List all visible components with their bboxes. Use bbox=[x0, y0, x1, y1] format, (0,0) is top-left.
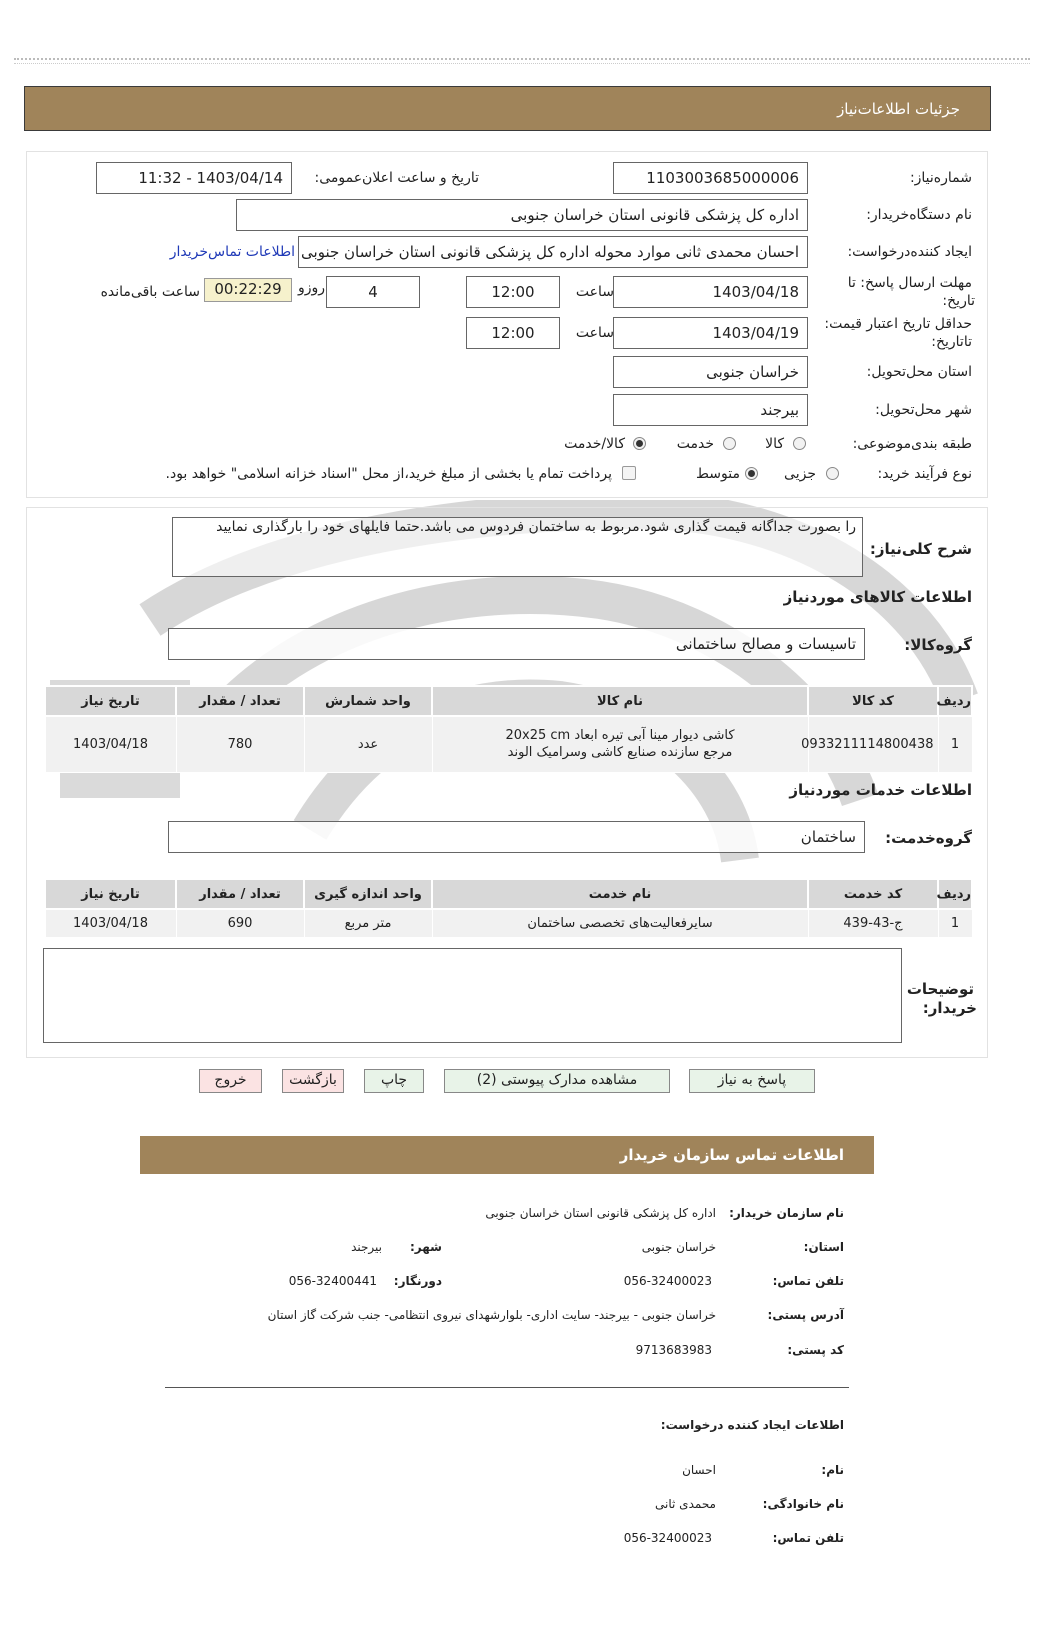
service-col-code: کد خدمت bbox=[808, 879, 938, 909]
goods-col-date: تاریخ نیاز bbox=[45, 686, 176, 716]
deadline-date-field: 1403/04/18 bbox=[613, 276, 808, 308]
category-goods-service-radio[interactable] bbox=[633, 437, 646, 450]
buyer-org-label: نام دستگاه‌خریدار: bbox=[866, 207, 972, 223]
contact-fax-value: 056-32400441 bbox=[288, 1274, 377, 1288]
price-validity-label: حداقل تاریخ اعتبار قیمت: bbox=[824, 316, 972, 332]
delivery-city-field: بیرجند bbox=[613, 394, 808, 426]
requester-family-label: نام خانوادگی: bbox=[762, 1497, 844, 1511]
treasury-payment-note: پرداخت تمام یا بخشی از مبلغ خرید،از محل "اسناد خزانه اسلامی" خواهد بود. bbox=[165, 466, 612, 482]
goods-col-qty: تعداد / مقدار bbox=[176, 686, 304, 716]
services-table-header bbox=[45, 879, 972, 909]
category-service-radio[interactable] bbox=[723, 437, 736, 450]
back-button[interactable]: بازگشت bbox=[282, 1069, 344, 1093]
goods-table-header bbox=[45, 686, 972, 716]
view-attachments-button[interactable]: مشاهده مدارک پیوستی (2) bbox=[444, 1069, 670, 1093]
requester-label: ایجاد کننده‌درخواست: bbox=[847, 244, 972, 260]
service-row-date: 1403/04/18 bbox=[45, 909, 176, 937]
service-col-date: تاریخ نیاز bbox=[45, 879, 176, 909]
days-remaining-field: 4 bbox=[326, 276, 420, 308]
buyer-org-name-value: اداره کل پزشکی قانونی استان خراسان جنوبی bbox=[485, 1206, 716, 1220]
top-divider bbox=[14, 58, 1030, 60]
days-label: روزو bbox=[297, 280, 325, 296]
contact-address-label: آدرس پستی: bbox=[767, 1308, 844, 1322]
deadline-time-label: ساعت bbox=[575, 284, 614, 300]
requester-name-value: احسان bbox=[682, 1463, 716, 1477]
services-table bbox=[44, 878, 973, 938]
service-group-field: ساختمان bbox=[168, 821, 865, 853]
goods-row-code: 0933211114800438 bbox=[808, 716, 938, 772]
service-row-qty: 690 bbox=[176, 909, 304, 937]
goods-row-name: کاشی دیوار مینا آبی تیره ابعاد 20x25 cm مرجع سازنده صنایع کاشی وسرامیک الوند bbox=[432, 716, 808, 772]
contact-province-value: خراسان جنوبی bbox=[641, 1240, 716, 1254]
requester-phone-value: 056-32400023 bbox=[623, 1531, 712, 1545]
requester-family-value: محمدی ثانی bbox=[655, 1497, 716, 1511]
announce-datetime-field: 1403/04/14 - 11:32 bbox=[96, 162, 292, 194]
delivery-province-label: استان محل‌تحویل: bbox=[866, 364, 972, 380]
service-row-name: سایرفعالیت‌های تخصصی ساختمان bbox=[432, 909, 808, 937]
treasury-payment-checkbox[interactable] bbox=[622, 466, 636, 480]
delivery-province-field: خراسان جنوبی bbox=[613, 356, 808, 388]
service-row-unit: متر مربع bbox=[304, 909, 432, 937]
goods-col-name: نام کالا bbox=[432, 686, 808, 716]
requester-phone-label: تلفن تماس: bbox=[772, 1531, 844, 1545]
goods-col-code: کد کالا bbox=[808, 686, 938, 716]
need-description-label: شرح کلی‌نیاز: bbox=[869, 540, 972, 558]
need-description-field: را بصورت جداگانه قیمت گذاری شود.مربوط به ساختمان فردوس می باشد.حتما فایلهای خود را بارگذاری نمایید bbox=[172, 517, 863, 577]
buyer-notes-field[interactable] bbox=[43, 948, 902, 1043]
service-col-qty: تعداد / مقدار bbox=[176, 879, 304, 909]
need-number-field: 1103003685000006 bbox=[613, 162, 808, 194]
contact-phone-value: 056-32400023 bbox=[623, 1274, 712, 1288]
subject-category-label: طبقه بندی‌موضوعی: bbox=[852, 436, 972, 452]
buyer-org-field: اداره کل پزشکی قانونی استان خراسان جنوبی bbox=[236, 199, 808, 231]
service-row-number: 1 bbox=[938, 909, 972, 937]
requester-name-label: نام: bbox=[821, 1463, 844, 1477]
remaining-timer: 00:22:29 bbox=[204, 278, 292, 302]
delivery-city-label: شهر محل‌تحویل: bbox=[875, 402, 972, 418]
table-row bbox=[45, 909, 972, 937]
top-divider-secondary bbox=[14, 63, 1030, 64]
reply-button[interactable]: پاسخ به نیاز bbox=[689, 1069, 815, 1093]
contact-postal-value: 9713683983 bbox=[635, 1343, 712, 1357]
requester-field: احسان محمدی ثانی موارد محوله اداره کل پزشکی قانونی استان خراسان جنوبی bbox=[298, 236, 808, 268]
goods-row-number: 1 bbox=[938, 716, 972, 772]
process-minor-label: جزیی bbox=[784, 466, 816, 482]
contact-city-value: بیرجند bbox=[351, 1240, 382, 1254]
deadline-label-date: تاریخ: bbox=[942, 293, 975, 309]
goods-row-qty: 780 bbox=[176, 716, 304, 772]
category-goods-radio[interactable] bbox=[793, 437, 806, 450]
category-goods-label: کالا bbox=[765, 436, 784, 452]
service-col-unit: واحد اندازه گیری bbox=[304, 879, 432, 909]
services-section-title: اطلاعات خدمات موردنیاز bbox=[789, 781, 972, 799]
need-number-label: شماره‌نیاز: bbox=[909, 170, 972, 186]
details-title: جزئیات اطلاعات‌نیاز bbox=[837, 100, 960, 118]
buyer-notes-label: توضیحات bbox=[906, 980, 974, 998]
contact-city-label: شهر: bbox=[410, 1240, 442, 1254]
contact-province-label: استان: bbox=[803, 1240, 844, 1254]
contact-divider bbox=[165, 1387, 849, 1388]
contact-phone-label: تلفن تماس: bbox=[772, 1274, 844, 1288]
contact-title: اطلاعات تماس سازمان خریدار bbox=[619, 1146, 844, 1164]
buyer-org-name-label: نام سازمان خریدار: bbox=[729, 1206, 844, 1220]
process-medium-label: متوسط bbox=[696, 466, 740, 482]
deadline-label: مهلت ارسال پاسخ: تا bbox=[847, 275, 972, 291]
contact-header bbox=[140, 1136, 874, 1174]
contact-postal-label: کد پستی: bbox=[787, 1343, 844, 1357]
goods-group-field: تاسیسات و مصالح ساختمانی bbox=[168, 628, 865, 660]
goods-row-unit: عدد bbox=[304, 716, 432, 772]
exit-button[interactable]: خروج bbox=[199, 1069, 262, 1093]
price-validity-label-date: تاتاریخ: bbox=[931, 334, 972, 350]
category-service-label: خدمت bbox=[676, 436, 714, 452]
table-row bbox=[45, 716, 972, 772]
goods-col-row: ردیف bbox=[938, 686, 972, 716]
contact-fax-label: دورنگار: bbox=[393, 1274, 442, 1288]
purchase-process-label: نوع فرآیند خرید: bbox=[877, 466, 972, 482]
deadline-time-field: 12:00 bbox=[466, 276, 560, 308]
service-row-code: ج-43-439 bbox=[808, 909, 938, 937]
goods-section-title: اطلاعات کالاهای موردنیاز bbox=[783, 588, 972, 606]
service-group-label: گروه‌خدمت: bbox=[885, 829, 972, 847]
buyer-notes-label-2: خریدار: bbox=[922, 999, 977, 1017]
process-medium-radio[interactable] bbox=[745, 467, 758, 480]
goods-table bbox=[44, 685, 973, 773]
announce-datetime-label: تاریخ و ساعت اعلان‌عمومی: bbox=[314, 170, 479, 186]
contact-address-value: خراسان جنوبی - بیرجند- سایت اداری- بلوارشهدای نیروی انتظامی- جنب شرکت گاز استان bbox=[267, 1308, 716, 1322]
category-goods-service-label: کالا/خدمت bbox=[564, 436, 625, 452]
print-button[interactable]: چاپ bbox=[364, 1069, 424, 1093]
service-col-row: ردیف bbox=[938, 879, 972, 909]
details-header bbox=[24, 86, 991, 131]
price-validity-time-label: ساعت bbox=[575, 325, 614, 341]
goods-group-label: گروه‌کالا: bbox=[904, 636, 972, 654]
goods-col-unit: واحد شمارش bbox=[304, 686, 432, 716]
process-minor-radio[interactable] bbox=[826, 467, 839, 480]
requester-info-title: اطلاعات ایجاد کننده درخواست: bbox=[660, 1418, 844, 1432]
service-col-name: نام خدمت bbox=[432, 879, 808, 909]
buyer-contact-link[interactable]: اطلاعات تماس‌خریدار bbox=[169, 244, 295, 260]
price-validity-date-field: 1403/04/19 bbox=[613, 317, 808, 349]
price-validity-time-field: 12:00 bbox=[466, 317, 560, 349]
goods-row-date: 1403/04/18 bbox=[45, 716, 176, 772]
remaining-time-label: ساعت باقی‌مانده bbox=[100, 284, 200, 300]
